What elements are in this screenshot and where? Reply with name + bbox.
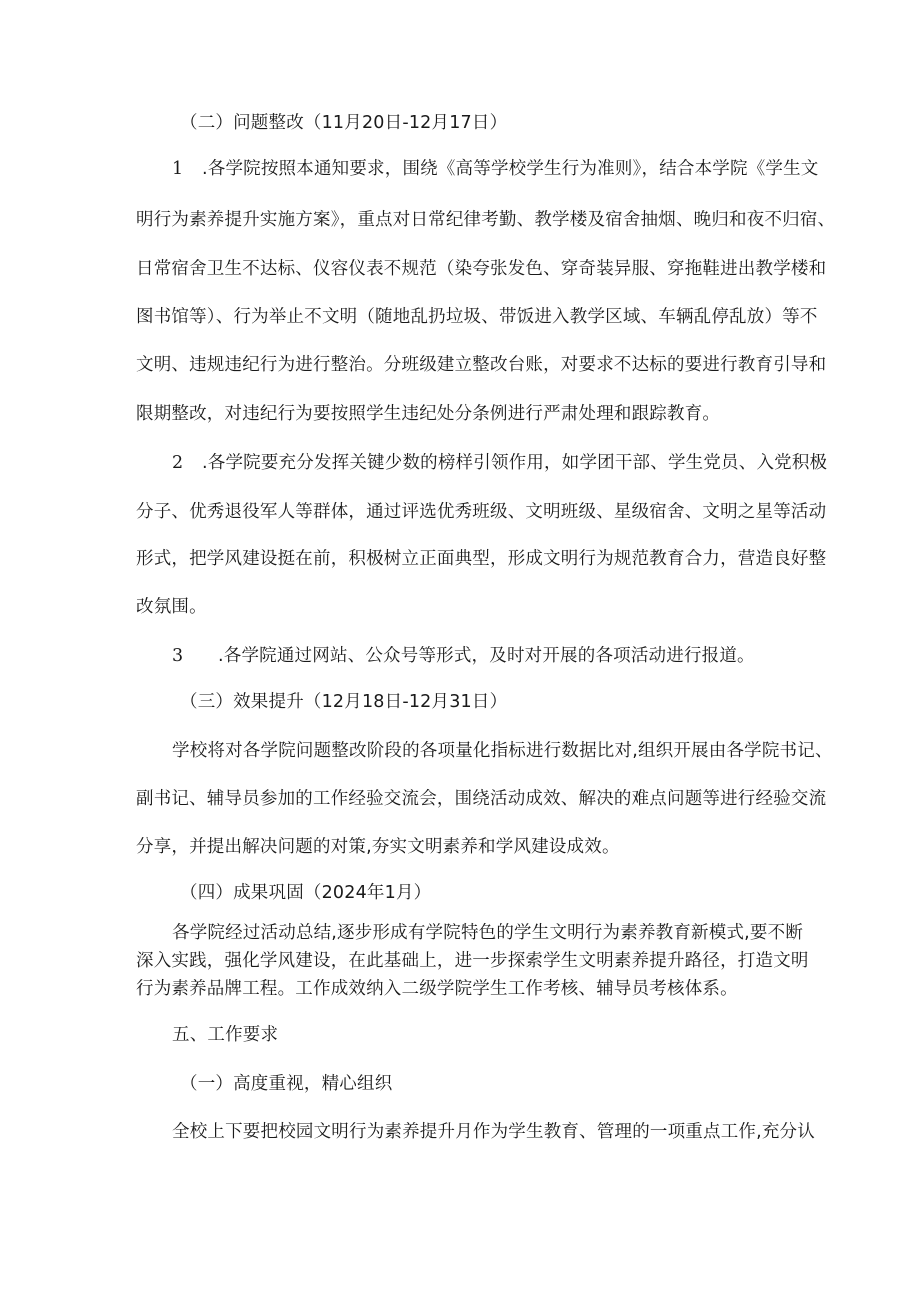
list-item-2-line-3: 形式，把学风建设挺在前，积极树立正面典型，形成文明行为规范教育合力，营造良好整 (136, 549, 827, 569)
list-item-1-line-3: 日常宿舍卫生不达标、仪容仪表不规范（染夸张发色、穿奇装异服、穿拖鞋进出教学楼和 (136, 259, 827, 279)
list-item-2-line-1 (172, 450, 827, 476)
section-heading-problem-rectification: （二）问题整改（11月20日-12月17日） (180, 113, 508, 133)
effect-paragraph-line-1: 学校将对各学院问题整改阶段的各项量化指标进行数据比对,组织开展由各学院书记、 (172, 741, 833, 761)
list-item-2-line-2: 分子、优秀退役军人等群体，通过评选优秀班级、文明班级、星级宿舍、文明之星等活动 (136, 502, 827, 522)
list-item-1-number: 1 (172, 159, 184, 179)
effect-paragraph-line-2: 副书记、辅导员参加的工作经验交流会，围绕活动成效、解决的难点问题等进行经验交流 (136, 789, 827, 809)
section-heading-work-requirements: 五、工作要求 (172, 1025, 279, 1045)
section-heading-effect-improvement: （三）效果提升（12月18日-12月31日） (180, 692, 508, 712)
consolidation-paragraph-line-1: 各学院经过活动总结,逐步形成有学院特色的学生文明行为素养教育新模式,要不断 (172, 923, 804, 943)
list-item-1-line-4: 图书馆等）、行为举止不文明（随地乱扔垃圾、带饭进入教学区域、车辆乱停乱放）等不 (136, 307, 818, 327)
consolidation-paragraph-line-3: 行为素养品牌工程。工作成效纳入二级学院学生工作考核、辅导员考核体系。 (136, 979, 738, 999)
consolidation-paragraph-line-2: 深入实践，强化学风建设，在此基础上，进一步探索学生文明素养提升路径，打造文明 (136, 951, 809, 971)
list-item-1-text: .各学院按照本通知要求，围绕《高等学校学生行为准则》，结合本学院《学生文 (202, 159, 819, 179)
list-item-1-line-6: 限期整改，对违纪行为要按照学生违纪处分条例进行严肃处理和跟踪教育。 (136, 404, 721, 424)
list-item-2-number: 2 (172, 453, 184, 473)
section-heading-consolidation: （四）成果巩固（2024年1月） (180, 883, 432, 903)
list-item-3 (172, 643, 755, 669)
subsection-heading-high-attention: （一）高度重视，精心组织 (180, 1074, 393, 1094)
list-item-2-line-4: 改氛围。 (136, 597, 207, 617)
list-item-1-line-2: 明行为素养提升实施方案》，重点对日常纪律考勤、教学楼及宿舍抽烟、晚归和夜不归宿、 (136, 210, 836, 230)
effect-paragraph-line-3: 分享，并提出解决问题的对策,夯实文明素养和学风建设成效。 (136, 837, 620, 857)
requirements-paragraph-line-1: 全校上下要把校园文明行为素养提升月作为学生教育、管理的一项重点工作,充分认 (172, 1122, 815, 1142)
list-item-3-number: 3 (172, 646, 184, 666)
list-item-2-text: .各学院要充分发挥关键少数的榜样引领作用，如学团干部、学生党员、入党积极 (202, 453, 828, 473)
list-item-1-line-1 (172, 156, 819, 182)
list-item-1-line-5: 文明、违规违纪行为进行整治。分班级建立整改台账，对要求不达标的要进行教育引导和 (136, 355, 827, 375)
list-item-3-text: .各学院通过网站、公众号等形式，及时对开展的各项活动进行报道。 (218, 646, 755, 666)
